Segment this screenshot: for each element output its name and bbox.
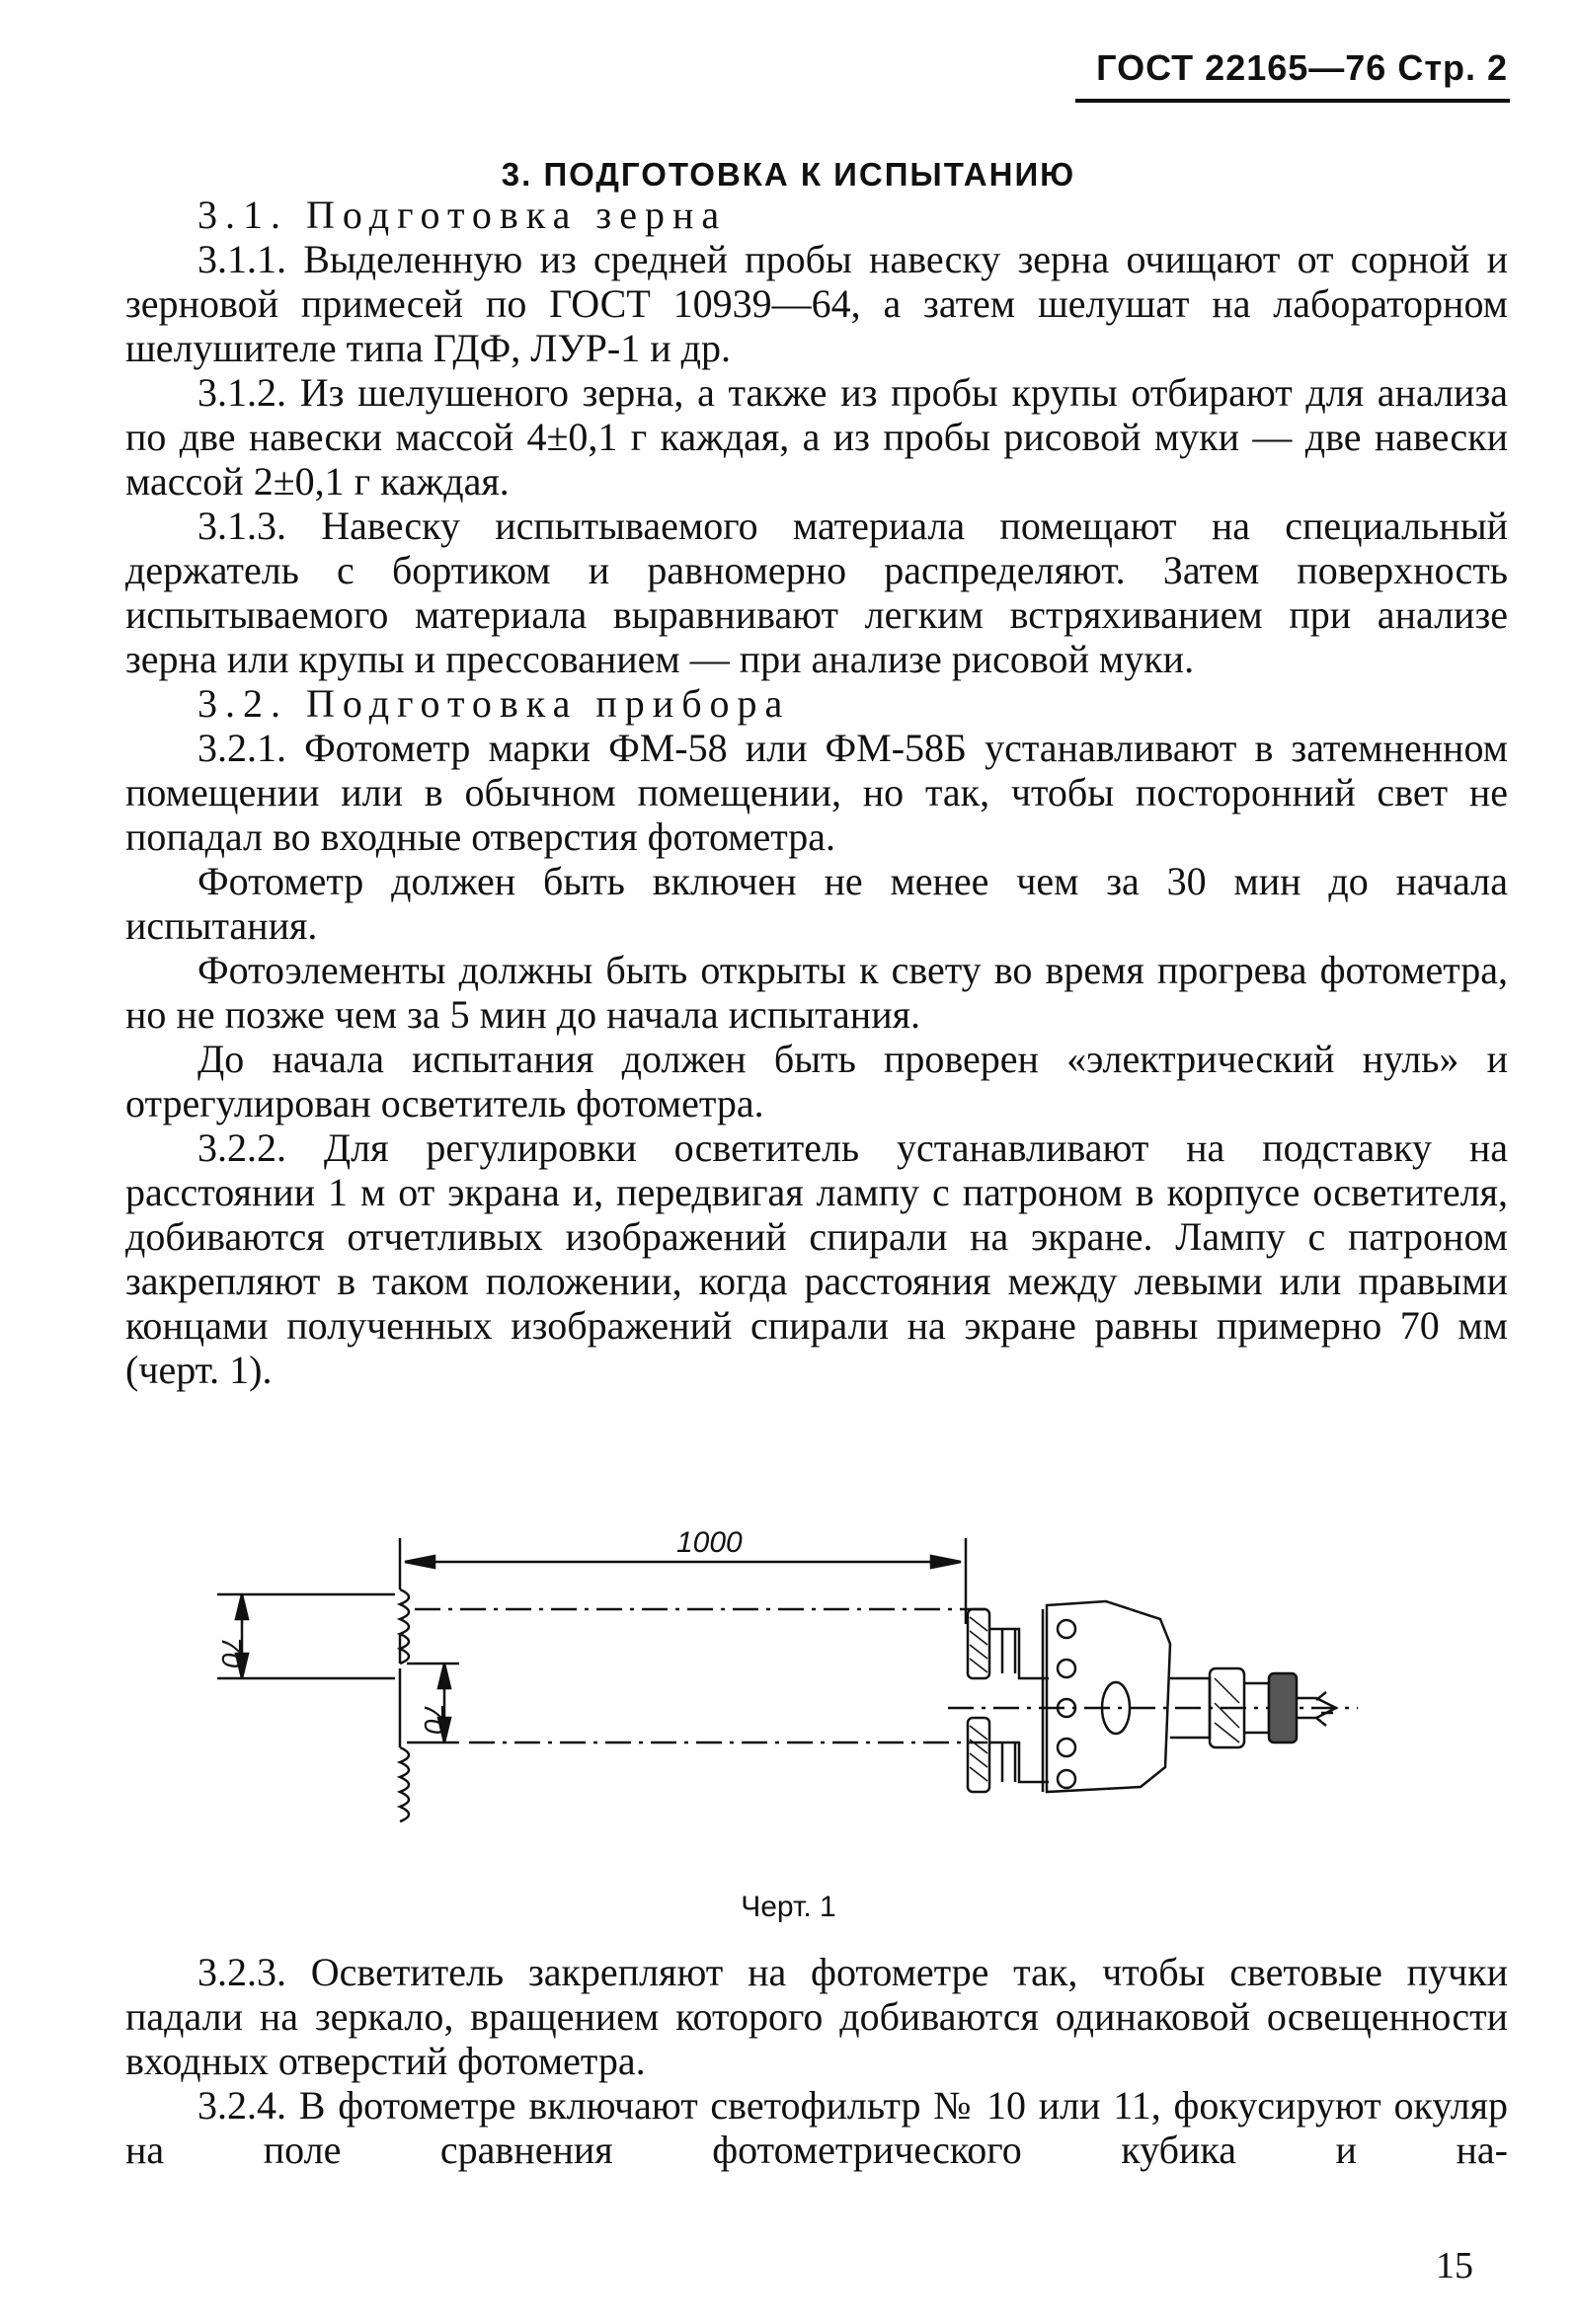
paragraph: 3.2. Подготовка прибора: [197, 681, 791, 726]
paragraph: Фотоэлементы должны быть открыты к свету во время прогрева фотометра, но не позже чем за 5 мин до начала испытания.: [125, 948, 1508, 1037]
paragraph: 3.2.2. Для регулировки осветитель устанавливают на подставку на расстоянии 1 м от экрана и, передвигая лампу с патроном в корпусе осветителя, добиваются отчетливых изображений спирали на экране. Лампу с патроном закрепляют в таком положении, когда расстояния между левыми или правыми концами полученных изображений спирали на экране равны примерно 70 мм (черт. 1).: [125, 1125, 1508, 1392]
body-text-bottom: [125, 1950, 1508, 2172]
header-rule: [1075, 99, 1510, 103]
figure-caption: Черт. 1: [741, 1891, 836, 1923]
illuminator-housing: [1047, 1601, 1170, 1792]
paragraph: До начала испытания должен быть проверен «электрический нуль» и отрегулирован осветитель фотометра.: [125, 1037, 1508, 1125]
spiral-image-upper: [400, 1589, 409, 1664]
section-title: 3. ПОДГОТОВКА К ИСПЫТАНИЮ: [501, 156, 1076, 193]
standard-code: ГОСТ 22165—76: [1096, 47, 1387, 88]
spiral-image-lower: [400, 1747, 409, 1821]
figure-diagram: [216, 1520, 1382, 1896]
page-header: [1073, 47, 1508, 89]
dimension-label-70-left: 70: [216, 1637, 247, 1668]
page-number: 15: [1436, 2245, 1473, 2286]
paragraph: 3.2.1. Фотометр марки ФМ-58 или ФМ-58Б устанавливают в затемненном помещении или в обычном помещении, но так, чтобы посторонний свет не попадал во входные отверстия фотометра.: [125, 726, 1508, 859]
dimension-label-1000: 1000: [676, 1526, 743, 1559]
lamp-socket-icon: [1269, 1673, 1297, 1743]
body-text-top: [125, 193, 1508, 1392]
arrow-right-icon: [931, 1556, 961, 1568]
paragraph: 3.1.2. Из шелушеного зерна, а также из пробы крупы отбирают для анализа по две навески массой 4±0,1 г каждая, а из пробы рисовой муки — две навески массой 2±0,1 г каждая.: [125, 370, 1508, 504]
arrow-left-icon: [405, 1556, 434, 1568]
paragraph: 3.1. Подготовка зерна: [197, 193, 728, 237]
paragraph: Фотометр должен быть включен не менее чем за 30 мин до начала испытания.: [125, 859, 1508, 948]
paragraph: 3.1.1. Выделенную из средней пробы навеску зерна очищают от сорной и зерновой примесей по ГОСТ 10939—64, а затем шелушат на лабораторном шелушителе типа ГДФ, ЛУР-1 и др.: [125, 237, 1508, 370]
page-label: Стр. 2: [1397, 47, 1508, 88]
paragraph: 3.2.3. Осветитель закрепляют на фотометре так, чтобы световые пучки падали на зеркало, вращением которого добиваются одинаковой освещенности входных отверстий фотометра.: [125, 1950, 1508, 2083]
paragraph: 3.2.4. В фотометре включают светофильтр № 10 или 11, фокусируют окуляр на поле сравнения фотометрического кубика и на-: [125, 2083, 1508, 2172]
paragraph: 3.1.3. Навеску испытываемого материала помещают на специальный держатель с бортиком и равномерно распределяют. Затем поверхность испытываемого материала выравнивают легким встряхиванием при анализе зерна или крупы и прессованием — при анализе рисовой муки.: [125, 504, 1508, 681]
dimension-label-70-right: 70: [419, 1703, 449, 1735]
